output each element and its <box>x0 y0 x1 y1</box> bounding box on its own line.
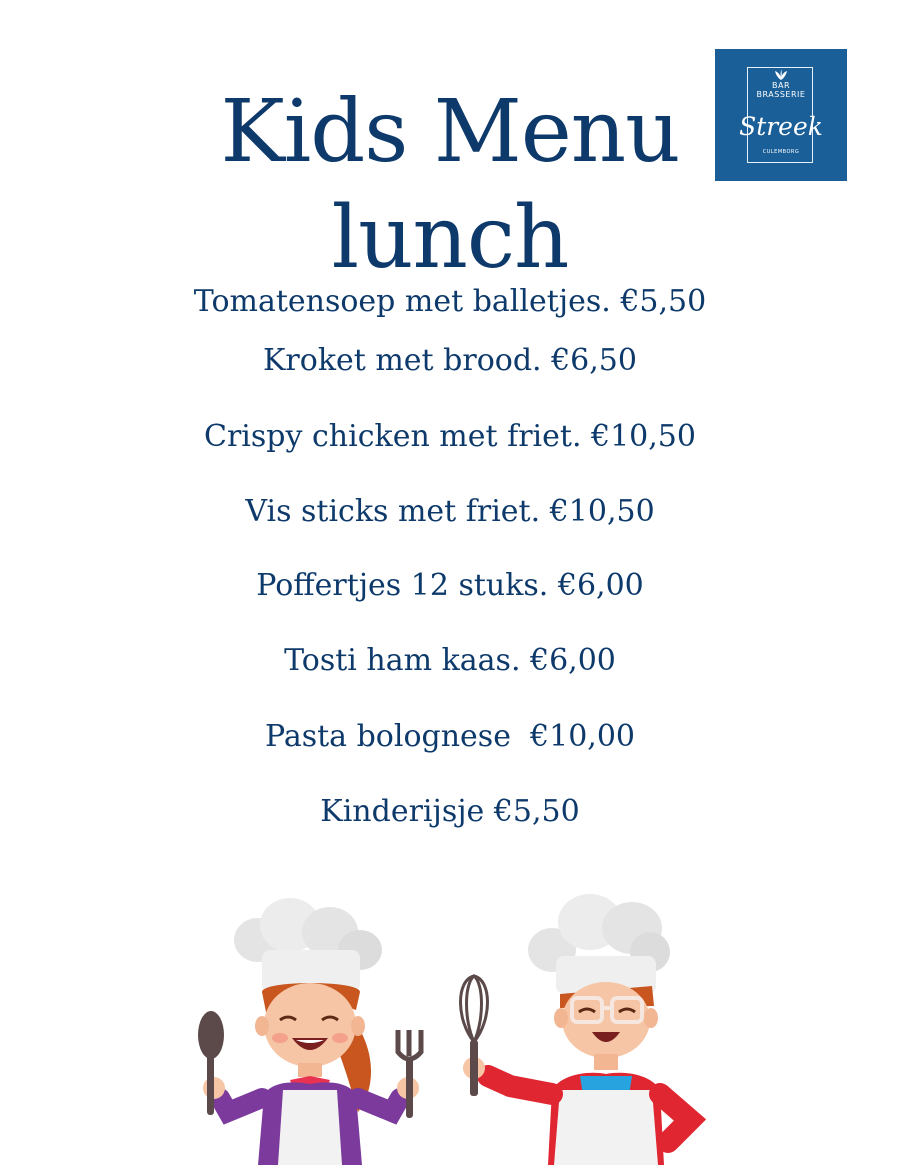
girl-chef-figure <box>198 898 421 1165</box>
leaf-icon <box>771 69 791 81</box>
menu-item: Crispy chicken met friet. €10,50 <box>204 419 696 454</box>
page-subtitle: lunch <box>331 188 569 288</box>
page-title: Kids Menu <box>220 82 680 182</box>
chef-kids-illustration <box>0 880 900 1165</box>
logo-brasserie-text: BRASSERIE <box>756 90 806 99</box>
menu-item: Tomatensoep met balletjes. €5,50 <box>193 284 707 319</box>
menu-item: Kroket met brood. €6,50 <box>263 343 637 378</box>
menu-item: Vis sticks met friet. €10,50 <box>245 494 655 529</box>
boy-chef-figure <box>461 894 691 1165</box>
logo-name: Streek <box>739 112 823 141</box>
logo-bar-text: BAR <box>771 81 791 90</box>
menu-item: Poffertjes 12 stuks. €6,00 <box>256 568 644 603</box>
menu-item: Tosti ham kaas. €6,00 <box>284 643 616 678</box>
logo-city: CULEMBORG <box>762 149 800 155</box>
menu-item: Pasta bolognese €10,00 <box>265 719 635 754</box>
menu-item: Kinderijsje €5,50 <box>320 794 580 829</box>
brand-logo <box>715 49 847 181</box>
